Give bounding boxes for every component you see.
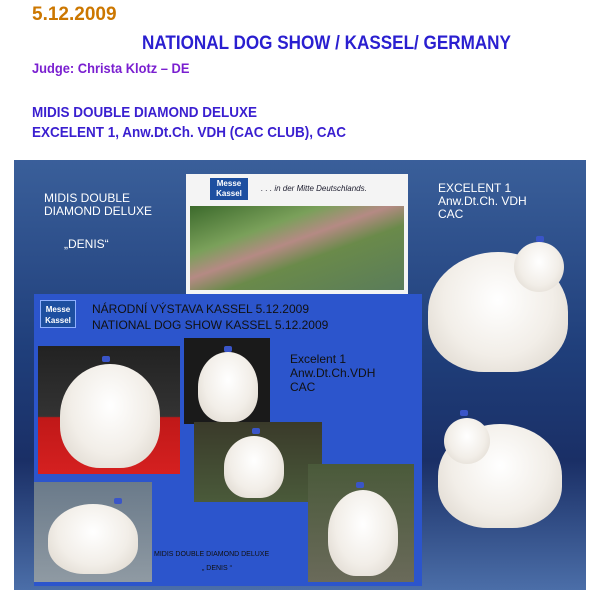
aerial-photo bbox=[190, 206, 404, 290]
dog-photo-right-bottom bbox=[434, 404, 574, 534]
messe-tagline: . . . in der Mitte Deutschlands. bbox=[261, 184, 367, 193]
inner-logo-line2: Kassel bbox=[45, 316, 71, 325]
dog-name: MIDIS DOUBLE DIAMOND DELUXE bbox=[32, 104, 258, 121]
collage-nickname: „DENIS“ bbox=[64, 237, 109, 251]
messe-kassel-logo bbox=[210, 178, 248, 200]
poster-photo-red-table bbox=[38, 346, 180, 474]
poster-photo-bottom-right bbox=[308, 464, 414, 582]
poster-nickname: „ DENIS “ bbox=[202, 565, 232, 572]
photo-collage bbox=[14, 160, 586, 590]
collage-dog-name-line1: MIDIS DOUBLE bbox=[44, 191, 131, 205]
collage-award-line2: Anw.Dt.Ch. VDH bbox=[438, 194, 527, 208]
inner-logo-line1: Messe bbox=[45, 305, 71, 314]
poster-award-line1: Excelent 1 bbox=[290, 352, 347, 366]
event-title: NATIONAL DOG SHOW / KASSEL/ GERMANY bbox=[142, 33, 511, 54]
messe-kassel-image bbox=[186, 174, 408, 294]
collage-award-text bbox=[438, 182, 527, 221]
show-poster bbox=[34, 294, 422, 586]
poster-photo-head bbox=[184, 338, 270, 424]
poster-dog-name: MIDIS DOUBLE DIAMOND DELUXE bbox=[154, 551, 270, 558]
award-titles: EXCELENT 1, Anw.Dt.Ch. VDH (CAC CLUB), CAC bbox=[32, 124, 347, 141]
judge-line: Judge: Christa Klotz – DE bbox=[32, 60, 190, 76]
poster-title-czech: NÁRODNÍ VÝSTAVA KASSEL 5.12.2009 bbox=[92, 302, 309, 316]
poster-award-text bbox=[290, 352, 375, 394]
poster-photo-bottom-left bbox=[34, 482, 152, 582]
collage-dog-name-line2: DIAMOND DELUXE bbox=[44, 204, 153, 218]
poster-photo-standing bbox=[194, 422, 322, 502]
show-date: 5.12.2009 bbox=[32, 4, 117, 25]
dog-photo-right-top bbox=[418, 222, 578, 382]
poster-award-line3: CAC bbox=[290, 380, 316, 394]
messe-logo-line2: Kassel bbox=[216, 189, 242, 198]
messe-logo-line1: Messe bbox=[216, 179, 242, 188]
messe-kassel-logo-small bbox=[40, 300, 76, 328]
collage-dog-name bbox=[44, 192, 152, 218]
collage-award-line1: EXCELENT 1 bbox=[438, 181, 512, 195]
poster-title-english: NATIONAL DOG SHOW KASSEL 5.12.2009 bbox=[92, 318, 329, 332]
poster-award-line2: Anw.Dt.Ch.VDH bbox=[290, 366, 376, 380]
collage-award-line3: CAC bbox=[438, 207, 464, 221]
